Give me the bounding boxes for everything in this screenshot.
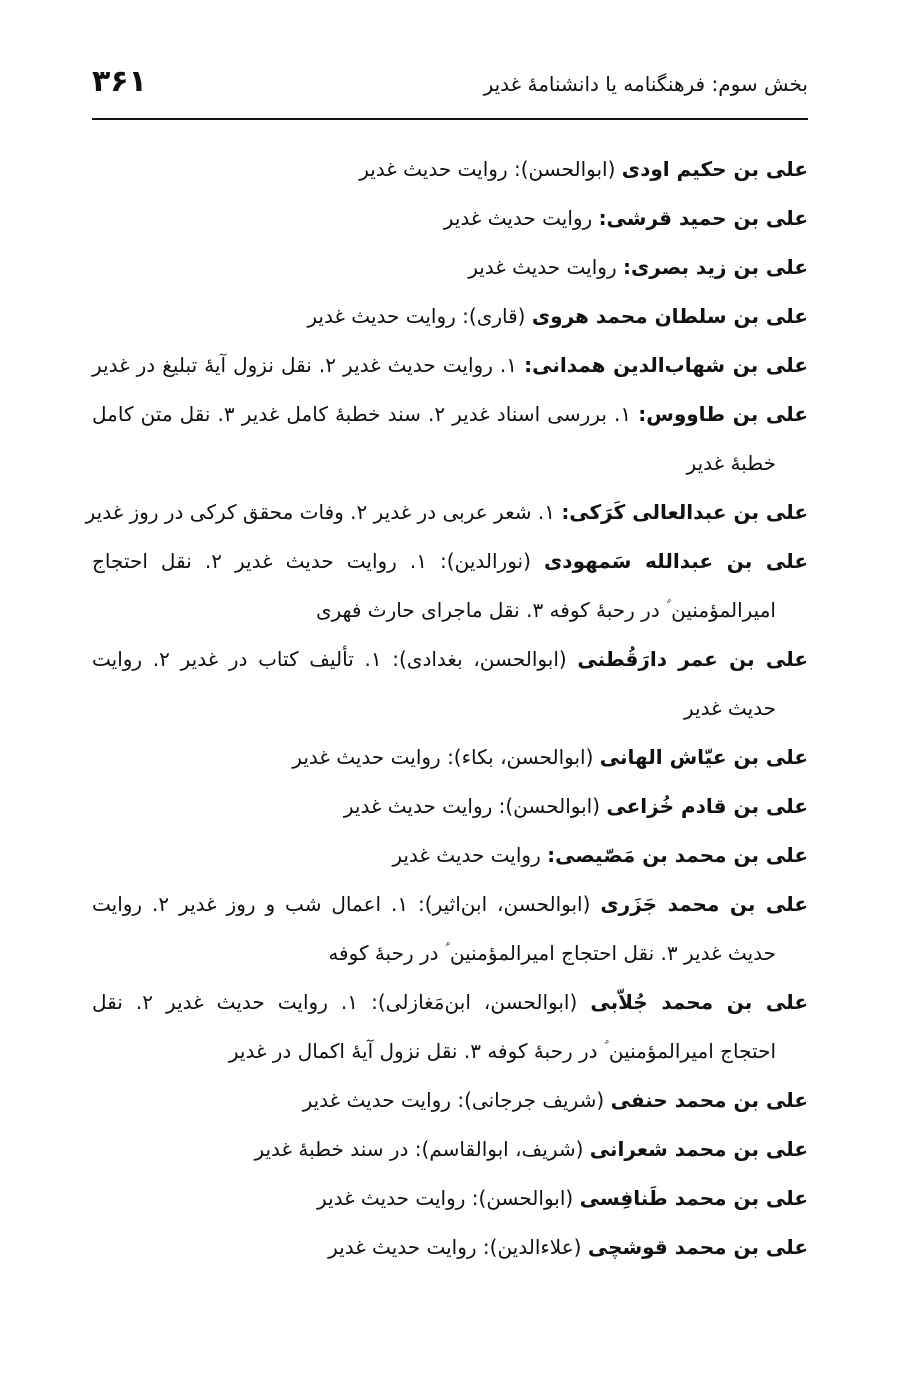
entry-ali-ibn-qadim-khuzai <box>92 782 808 831</box>
entry-name: علی بن قادم خُزاعی <box>606 794 808 818</box>
entry-text: (ابوالحسن، ابن‌اثیر): ۱. اعمال شب و روز غدیر ۲. روایت <box>92 892 601 916</box>
entry-text: (ابوالحسن، بکاء): روایت حدیث غدیر <box>292 745 600 769</box>
entry-name: علی بن عبدالله سَمهودی <box>543 549 808 573</box>
entry-ali-ibn-muhammad-jazari <box>92 880 808 929</box>
entry-name: علی بن محمد قوشچی <box>587 1235 808 1259</box>
entry-ali-ibn-umar-daraqutni <box>92 635 808 684</box>
entry-name: علی بن محمد حنفی <box>610 1088 808 1112</box>
entry-ali-ibn-humayd-qurashi <box>92 194 808 243</box>
entry-text: (نورالدین): ۱. روایت حدیث غدیر ۲. نقل احتجاج <box>92 549 544 573</box>
entry-text: روایت حدیث غدیر <box>468 255 623 279</box>
entry-continuation: حدیث غدیر <box>684 696 776 720</box>
entry-text: (قاری): روایت حدیث غدیر <box>307 304 532 328</box>
entry-ali-ibn-sultan-harawi <box>92 292 808 341</box>
entry-continuation: احتجاج امیرالمؤمنین ؑ در رحبۀ کوفه ۳. نقل نزول آیۀ اکمال در غدیر <box>228 1039 776 1063</box>
entry-ali-ibn-abdullah-samhudi <box>92 537 808 586</box>
entry-name: علی بن عیّاش الهانی <box>599 745 808 769</box>
entry-ali-ibn-muhammad-massisi <box>92 831 808 880</box>
entry-text: روایت حدیث غدیر <box>392 843 548 867</box>
entry-text: (علاءالدین): روایت حدیث غدیر <box>328 1235 588 1259</box>
entry-name: علی بن محمد جُلاّبی <box>590 990 808 1014</box>
entry-name: علی بن حمید قرشی: <box>598 206 808 230</box>
entry-text: (ابوالحسن): روایت حدیث غدیر <box>317 1186 580 1210</box>
entry-name: علی بن حکیم اودی <box>621 157 808 181</box>
entry-continuation: خطبۀ غدیر <box>686 451 776 475</box>
entry-list <box>85 145 808 1272</box>
entry-ali-ibn-muhammad-tanafisi <box>92 1174 808 1223</box>
entry-name: علی بن طاووس: <box>638 402 808 426</box>
entry-text: روایت حدیث غدیر <box>443 206 599 230</box>
entry-text: ۱. روایت حدیث غدیر ۲. نقل نزول آیۀ تبلیغ در غدیر <box>92 353 525 377</box>
entry-ali-ibn-muhammad-qushchi <box>92 1223 808 1272</box>
section-title: بخش سوم: فرهنگنامه یا دانشنامۀ غدیر <box>483 72 808 96</box>
entry-text: (ابوالحسن): روایت حدیث غدیر <box>359 157 622 181</box>
entry-ali-ibn-muhammad-hanafi <box>92 1076 808 1125</box>
entry-name: علی بن عبدالعالی کَرَکی: <box>561 500 808 524</box>
entry-continuation: امیرالمؤمنین ؑ در رحبۀ کوفه ۳. نقل ماجرای حارث فهری <box>315 598 776 622</box>
entry-text: (شریف، ابوالقاسم): در سند خطبۀ غدیر <box>254 1137 590 1161</box>
entry-text: (ابوالحسن، ابن‌مَغازلی): ۱. روایت حدیث غدیر ۲. نقل <box>92 990 591 1014</box>
entry-text: ۱. شعر عربی در غدیر ۲. وفات محقق کرکی در روز غدیر <box>85 500 562 524</box>
entry-name: علی بن محمد بن مَصّیصی: <box>547 843 808 867</box>
entry-continuation: حدیث غدیر ۳. نقل احتجاج امیرالمؤمنین ؑ در رحبۀ کوفه <box>328 941 776 965</box>
entry-text: ۱. بررسی اسناد غدیر ۲. سند خطبۀ کامل غدیر ۳. نقل متن کامل <box>92 402 639 426</box>
entry-name: علی بن زید بصری: <box>622 255 808 279</box>
entry-name: علی بن عمر دارَقُطنی <box>577 647 808 671</box>
entry-text: (ابوالحسن، بغدادی): ۱. تألیف کتاب در غدیر ۲. روایت <box>92 647 578 671</box>
entry-ali-ibn-tawus <box>92 390 808 439</box>
page-number: ۳۶۱ <box>92 64 147 99</box>
entry-name: علی بن محمد شعرانی <box>589 1137 808 1161</box>
entry-ali-ibn-zayd-basri <box>92 243 808 292</box>
entry-name: علی بن محمد طَنافِسی <box>579 1186 808 1210</box>
entry-name: علی بن سلطان محمد هروی <box>531 304 808 328</box>
entry-ali-ibn-muhammad-jullabi <box>92 978 808 1027</box>
entry-name: علی بن شهاب‌الدین همدانی: <box>524 353 808 377</box>
entry-ali-ibn-shahab-hamadani <box>92 341 808 390</box>
page-header <box>92 62 808 120</box>
entry-ali-ibn-muhammad-shaarani <box>92 1125 808 1174</box>
entry-text: (شریف جرجانی): روایت حدیث غدیر <box>302 1088 611 1112</box>
entry-ali-ibn-hakim-awdi <box>92 145 808 194</box>
entry-text: (ابوالحسن): روایت حدیث غدیر <box>343 794 607 818</box>
entry-ali-ibn-abdulali-karaki <box>85 488 808 537</box>
entry-name: علی بن محمد جَزَری <box>600 892 808 916</box>
entry-ali-ibn-ayyash-alhani <box>92 733 808 782</box>
